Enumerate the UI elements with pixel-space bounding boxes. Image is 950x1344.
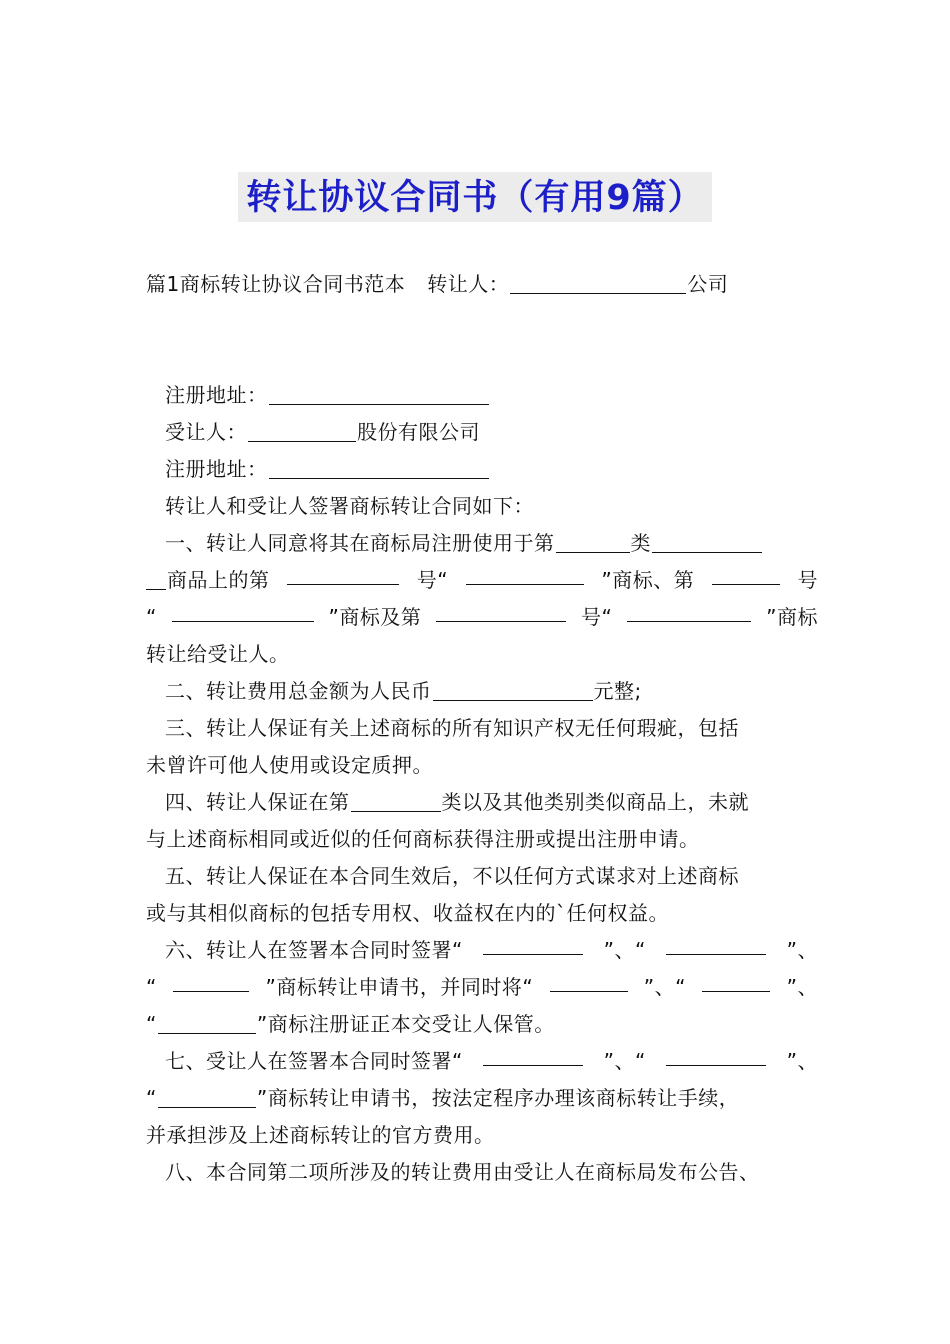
- text-run: ”商标: [766, 605, 818, 629]
- doc-line-19: [165, 1043, 818, 1079]
- text-run: ”商标、第: [601, 568, 695, 592]
- doc-line-17: [146, 969, 818, 1005]
- section-heading: 篇1商标转让协议合同书范本: [146, 272, 406, 296]
- blank-line: [712, 562, 780, 585]
- doc-line-12: [165, 784, 837, 820]
- text-run: 注册地址：: [165, 383, 268, 407]
- blank-line: [269, 382, 489, 405]
- blank-line: [351, 789, 441, 812]
- doc-line-1: [165, 377, 837, 413]
- text-run: ”、: [786, 975, 818, 999]
- blank-line: [666, 932, 766, 955]
- blank-line: [158, 1085, 256, 1108]
- doc-line-4: [165, 488, 837, 524]
- text-run: 五、转让人保证在本合同生效后，不以任何方式谋求对上述商标: [165, 864, 739, 888]
- blank-line: [627, 599, 751, 622]
- text-run: 四、转让人保证在第: [165, 790, 350, 814]
- text-run: 注册地址：: [165, 457, 268, 481]
- doc-line-20: [146, 1080, 818, 1116]
- text-run: 商品上的第: [167, 568, 270, 592]
- text-run: 二、转让费用总金额为人民币: [165, 679, 432, 703]
- blank-line: [556, 530, 630, 553]
- text-run: ”商标转让申请书，按法定程序办理该商标转让手续，: [256, 1086, 740, 1110]
- doc-line-18: [146, 1006, 818, 1042]
- blank-line: [466, 562, 584, 585]
- text-run: 未曾许可他人使用或设定质押。: [146, 753, 433, 777]
- title-container: [0, 172, 950, 222]
- doc-line-15: [146, 895, 818, 931]
- doc-line-5: [165, 525, 809, 561]
- blank-line: [666, 1043, 766, 1066]
- doc-line-8: [146, 636, 818, 672]
- doc-line-7: [146, 599, 818, 635]
- blank-line: [248, 419, 356, 442]
- text-run: “: [146, 1086, 157, 1110]
- blank-line: [287, 562, 399, 585]
- text-run: 与上述商标相同或近似的任何商标获得注册或提出注册申请。: [146, 827, 700, 851]
- blank-line: [652, 530, 762, 553]
- text-run: “: [146, 1012, 157, 1036]
- blank-line: [433, 678, 593, 701]
- doc-line-11: [146, 747, 818, 783]
- doc-line-9: [165, 673, 837, 709]
- text-run: ”、“: [643, 975, 687, 999]
- blank-line: [483, 932, 583, 955]
- text-run: 三、转让人保证有关上述商标的所有知识产权无任何瑕疵，包括: [165, 716, 739, 740]
- text-run: ”、: [786, 938, 818, 962]
- text-run: ”商标转让申请书，并同时将“: [265, 975, 534, 999]
- blank-line: [436, 599, 566, 622]
- text-run: 公司: [687, 272, 729, 296]
- text-run: 号“: [416, 568, 449, 592]
- text-run: 类: [630, 531, 651, 555]
- text-run: 一、转让人同意将其在商标局注册使用于第: [165, 531, 555, 555]
- text-run: ”、“: [603, 1049, 646, 1073]
- blank-line: [702, 969, 770, 992]
- doc-line-2: [165, 414, 837, 450]
- doc-line-0: [146, 266, 818, 302]
- text-run: 六、转让人在签署本合同时签署“: [165, 938, 463, 962]
- blank-line: [158, 1011, 256, 1034]
- text-run: ”、: [786, 1049, 818, 1073]
- text-run: 号: [797, 568, 818, 592]
- text-run: “: [146, 975, 157, 999]
- text-run: ”商标注册证正本交受让人保管。: [256, 1012, 555, 1036]
- text-run: ”商标及第: [328, 605, 422, 629]
- blank-line: [173, 969, 249, 992]
- blank-line: [483, 1043, 583, 1066]
- doc-line-21: [146, 1117, 818, 1153]
- text-run: 转让人：: [427, 272, 510, 296]
- doc-line-14: [165, 858, 837, 894]
- text-run: 股份有限公司: [357, 420, 480, 444]
- text-run: 八、本合同第二项所涉及的转让费用由受让人在商标局发布公告、: [165, 1160, 760, 1184]
- doc-line-16: [165, 932, 818, 968]
- text-run: 并承担涉及上述商标转让的官方费用。: [146, 1123, 495, 1147]
- blank-line: [269, 456, 489, 479]
- text-run: 号“: [581, 605, 613, 629]
- text-run: ”、“: [603, 938, 646, 962]
- text-run: 元整;: [593, 679, 642, 703]
- blank-line: [510, 271, 686, 294]
- blank-line: [550, 969, 628, 992]
- text-run: 七、受让人在签署本合同时签署“: [165, 1049, 463, 1073]
- text-run: “: [146, 605, 157, 629]
- text-run: 类以及其他类别类似商品上，未就: [441, 790, 749, 814]
- doc-line-3: [165, 451, 837, 487]
- doc-line-6: [146, 562, 818, 598]
- document-title: 转让协议合同书（有用9篇）: [238, 172, 711, 222]
- blank-line: [146, 567, 166, 590]
- text-run: 转让给受让人。: [146, 642, 290, 666]
- text-run: 受让人：: [165, 420, 247, 444]
- text-run: 或与其相似商标的包括专用权、收益权在内的`任何权益。: [146, 901, 669, 925]
- doc-line-13: [146, 821, 818, 857]
- blank-line: [172, 599, 314, 622]
- doc-line-22: [165, 1154, 837, 1190]
- text-run: 转让人和受让人签署商标转让合同如下：: [165, 494, 534, 518]
- doc-line-10: [165, 710, 837, 746]
